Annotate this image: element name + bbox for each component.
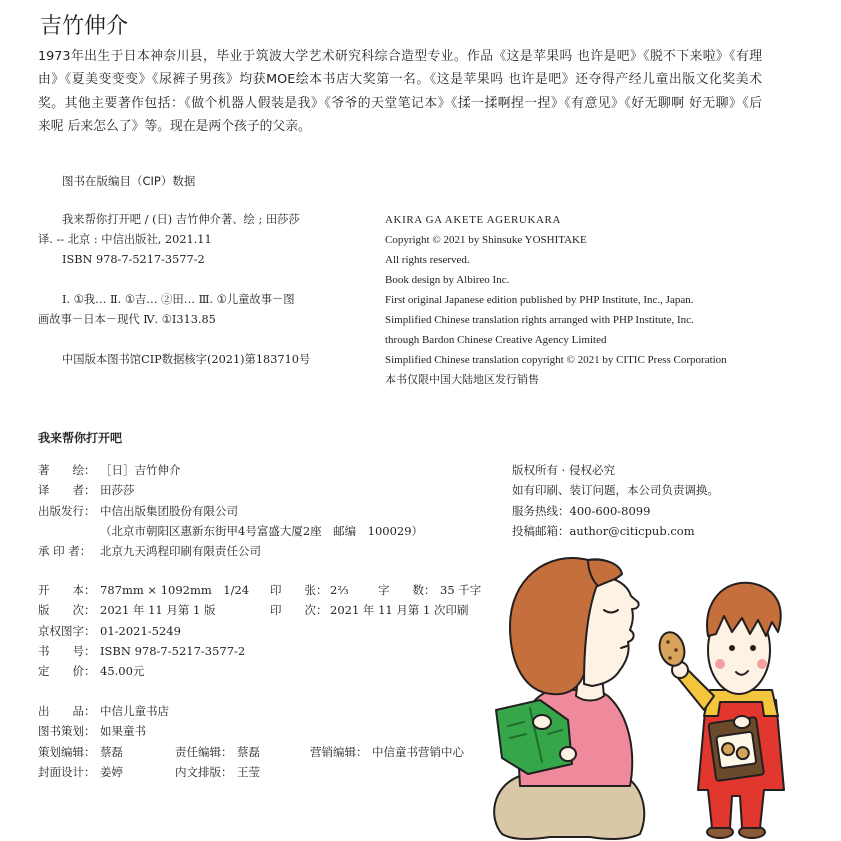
info-value: 中信出版集团股份有限公司	[100, 503, 238, 518]
boy-cheek	[715, 659, 725, 669]
credit-value: 蔡磊	[100, 744, 123, 759]
book-specs	[38, 580, 488, 681]
info-label: 译 者：	[38, 483, 96, 498]
rights-block	[385, 210, 727, 390]
spec-row	[38, 580, 488, 600]
bio-line: 来呢 后来怎么了》等。现在是两个孩子的父亲。	[38, 118, 311, 134]
credit-label: 营销编辑：	[310, 744, 368, 759]
cookie-chip	[668, 656, 672, 660]
info-row	[38, 541, 478, 561]
author-bio	[38, 45, 762, 138]
spec-label: 开 本：	[38, 583, 96, 597]
info-value: 田莎莎	[100, 483, 135, 498]
info-label: 承 印 者：	[38, 544, 92, 559]
spec-value: 2021 年 11 月第 1 次印刷	[330, 603, 469, 618]
info-label: 出版发行：	[38, 503, 96, 518]
boy-eye	[730, 646, 734, 650]
credit-label: 内文排版：	[175, 764, 233, 779]
cip-number: 中国版本图书馆CIP数据核字(2021)第183710号	[62, 353, 311, 366]
cip-line: 译. -- 北京 : 中信出版社, 2021.11	[38, 233, 212, 246]
boy-figure	[656, 583, 784, 838]
info-row	[38, 501, 478, 521]
credit-row	[38, 742, 488, 762]
boy-eye	[751, 646, 755, 650]
spec-value: 01-2021-5249	[100, 623, 181, 638]
spec-row	[38, 661, 488, 681]
credit-row	[38, 762, 488, 782]
credit-row	[38, 701, 488, 721]
boy-cheek	[757, 659, 767, 669]
info-value: ［日］吉竹伸介	[100, 463, 181, 477]
spec-row	[38, 621, 488, 641]
spec-value: ISBN 978-7-5217-3577-2	[100, 643, 246, 658]
spec-label: 定 价：	[38, 664, 96, 679]
bag-cookie	[721, 742, 735, 756]
cip-line: 画故事－日本－现代 Ⅳ. ①I313.85	[38, 313, 216, 326]
spec-label: 印 张：	[270, 583, 328, 597]
credit-label: 封面设计：	[38, 764, 96, 779]
spec-row	[38, 641, 488, 661]
spec-label: 印 次：	[270, 603, 328, 618]
rights-line: Simplified Chinese translation copyright © 2021 by CITIC Press Corporation	[385, 354, 727, 366]
rights-line: Book design by Albireo Inc.	[385, 274, 510, 286]
info-row	[38, 460, 478, 480]
credit-value: 如果童书	[100, 724, 146, 739]
credit-row	[38, 721, 488, 741]
info-row	[38, 480, 478, 500]
spec-label: 版 次：	[38, 603, 96, 618]
bio-line: 奖。其他主要著作包括：《做个机器人假装是我》《爷爷的天堂笔记本》《揉一揉啊捏一捏》《有意见》《好无聊啊 好无聊》《后	[38, 95, 762, 111]
cip-spacer	[38, 270, 318, 290]
author-name: 吉竹伸介	[40, 14, 129, 39]
cip-line: Ⅰ. ①我… Ⅱ. ①吉… ②田… Ⅲ. ①儿童故事－图	[62, 293, 295, 306]
info-value: 北京九天鸿程印刷有限责任公司	[100, 544, 261, 559]
spec-value: 787mm × 1092mm 1/24	[100, 583, 250, 597]
spec-value: 35 千字	[440, 583, 482, 597]
credit-label: 责任编辑：	[175, 744, 233, 759]
illustration	[480, 550, 820, 841]
info-label: 著 绘：	[38, 463, 96, 477]
rights-line: Simplified Chinese translation rights arranged with PHP Institute, Inc.	[385, 314, 694, 326]
rights-line: 本书仅限中国大陆地区发行销售	[385, 374, 539, 386]
woman-hand	[533, 715, 551, 729]
book-title: 我来帮你打开吧	[38, 431, 123, 445]
woman-hand	[560, 747, 576, 761]
cookie-chip	[674, 648, 678, 652]
original-title: AKIRA GA AKETE AGERUKARA	[385, 214, 562, 226]
spec-value: 2⅔	[330, 583, 349, 597]
spec-label: 书 号：	[38, 643, 96, 658]
rights-line: through Bardon Chinese Creative Agency Limited	[385, 334, 607, 346]
bag-cookie	[736, 746, 750, 760]
notice-line: 投稿邮箱：author@citicpub.com	[512, 523, 695, 538]
rights-line: All rights reserved.	[385, 254, 470, 266]
bio-line: 1973年出生于日本神奈川县，毕业于筑波大学艺术研究科综合造型专业。作品《这是苹果吗 也许是吧》《脱不下来啦》《有理	[38, 49, 762, 64]
credit-value: 王莹	[237, 764, 260, 779]
credits	[38, 701, 488, 782]
cip-line: 我来帮你打开吧 / (日) 吉竹伸介著、绘 ; 田莎莎	[62, 213, 300, 226]
credit-value: 中信童书营销中心	[372, 744, 464, 759]
boy-hand	[734, 716, 750, 728]
credit-value: 中信儿童书店	[100, 704, 169, 718]
info-row	[38, 521, 478, 541]
spec-value: 2021 年 11 月第 1 版	[100, 603, 216, 618]
notice-line: 服务热线：400-600-8099	[512, 503, 651, 518]
cookie-chip	[666, 640, 670, 644]
cip-block	[38, 210, 318, 370]
spec-label: 字 数：	[378, 583, 436, 597]
copyright-notice	[512, 460, 719, 541]
spec-value: 45.00元	[100, 664, 145, 679]
cip-heading: 图书在版编目（CIP）数据	[62, 174, 196, 188]
woman-figure	[494, 558, 644, 839]
bio-line: 由》《夏美变变变》《尿裤子男孩》均获MOE绘本书店大奖第一名。《这是苹果吗 也许是吧》还夺得产经儿童出版文化奖美术	[38, 72, 762, 88]
publisher-address: （北京市朝阳区惠新东街甲4号富盛大厦2座 邮编 100029）	[100, 523, 424, 538]
spec-label: 京权图字：	[38, 623, 96, 638]
credit-label: 出 品：	[38, 704, 96, 718]
cip-spacer	[38, 330, 318, 350]
rights-line: First original Japanese edition published by PHP Institute, Inc., Japan.	[385, 294, 694, 306]
rights-line: Copyright © 2021 by Shinsuke YOSHITAKE	[385, 234, 587, 246]
cip-line: ISBN 978-7-5217-3577-2	[62, 253, 205, 266]
credit-value: 蔡磊	[237, 744, 260, 759]
credit-value: 姜婷	[100, 764, 123, 779]
credit-label: 策划编辑：	[38, 744, 96, 759]
notice-line: 版权所有 · 侵权必究	[512, 463, 615, 477]
spec-row	[38, 600, 488, 620]
publishing-info	[38, 460, 478, 561]
notice-line: 如有印刷、装订问题，本公司负责调换。	[512, 483, 719, 498]
credit-label: 图书策划：	[38, 724, 96, 739]
